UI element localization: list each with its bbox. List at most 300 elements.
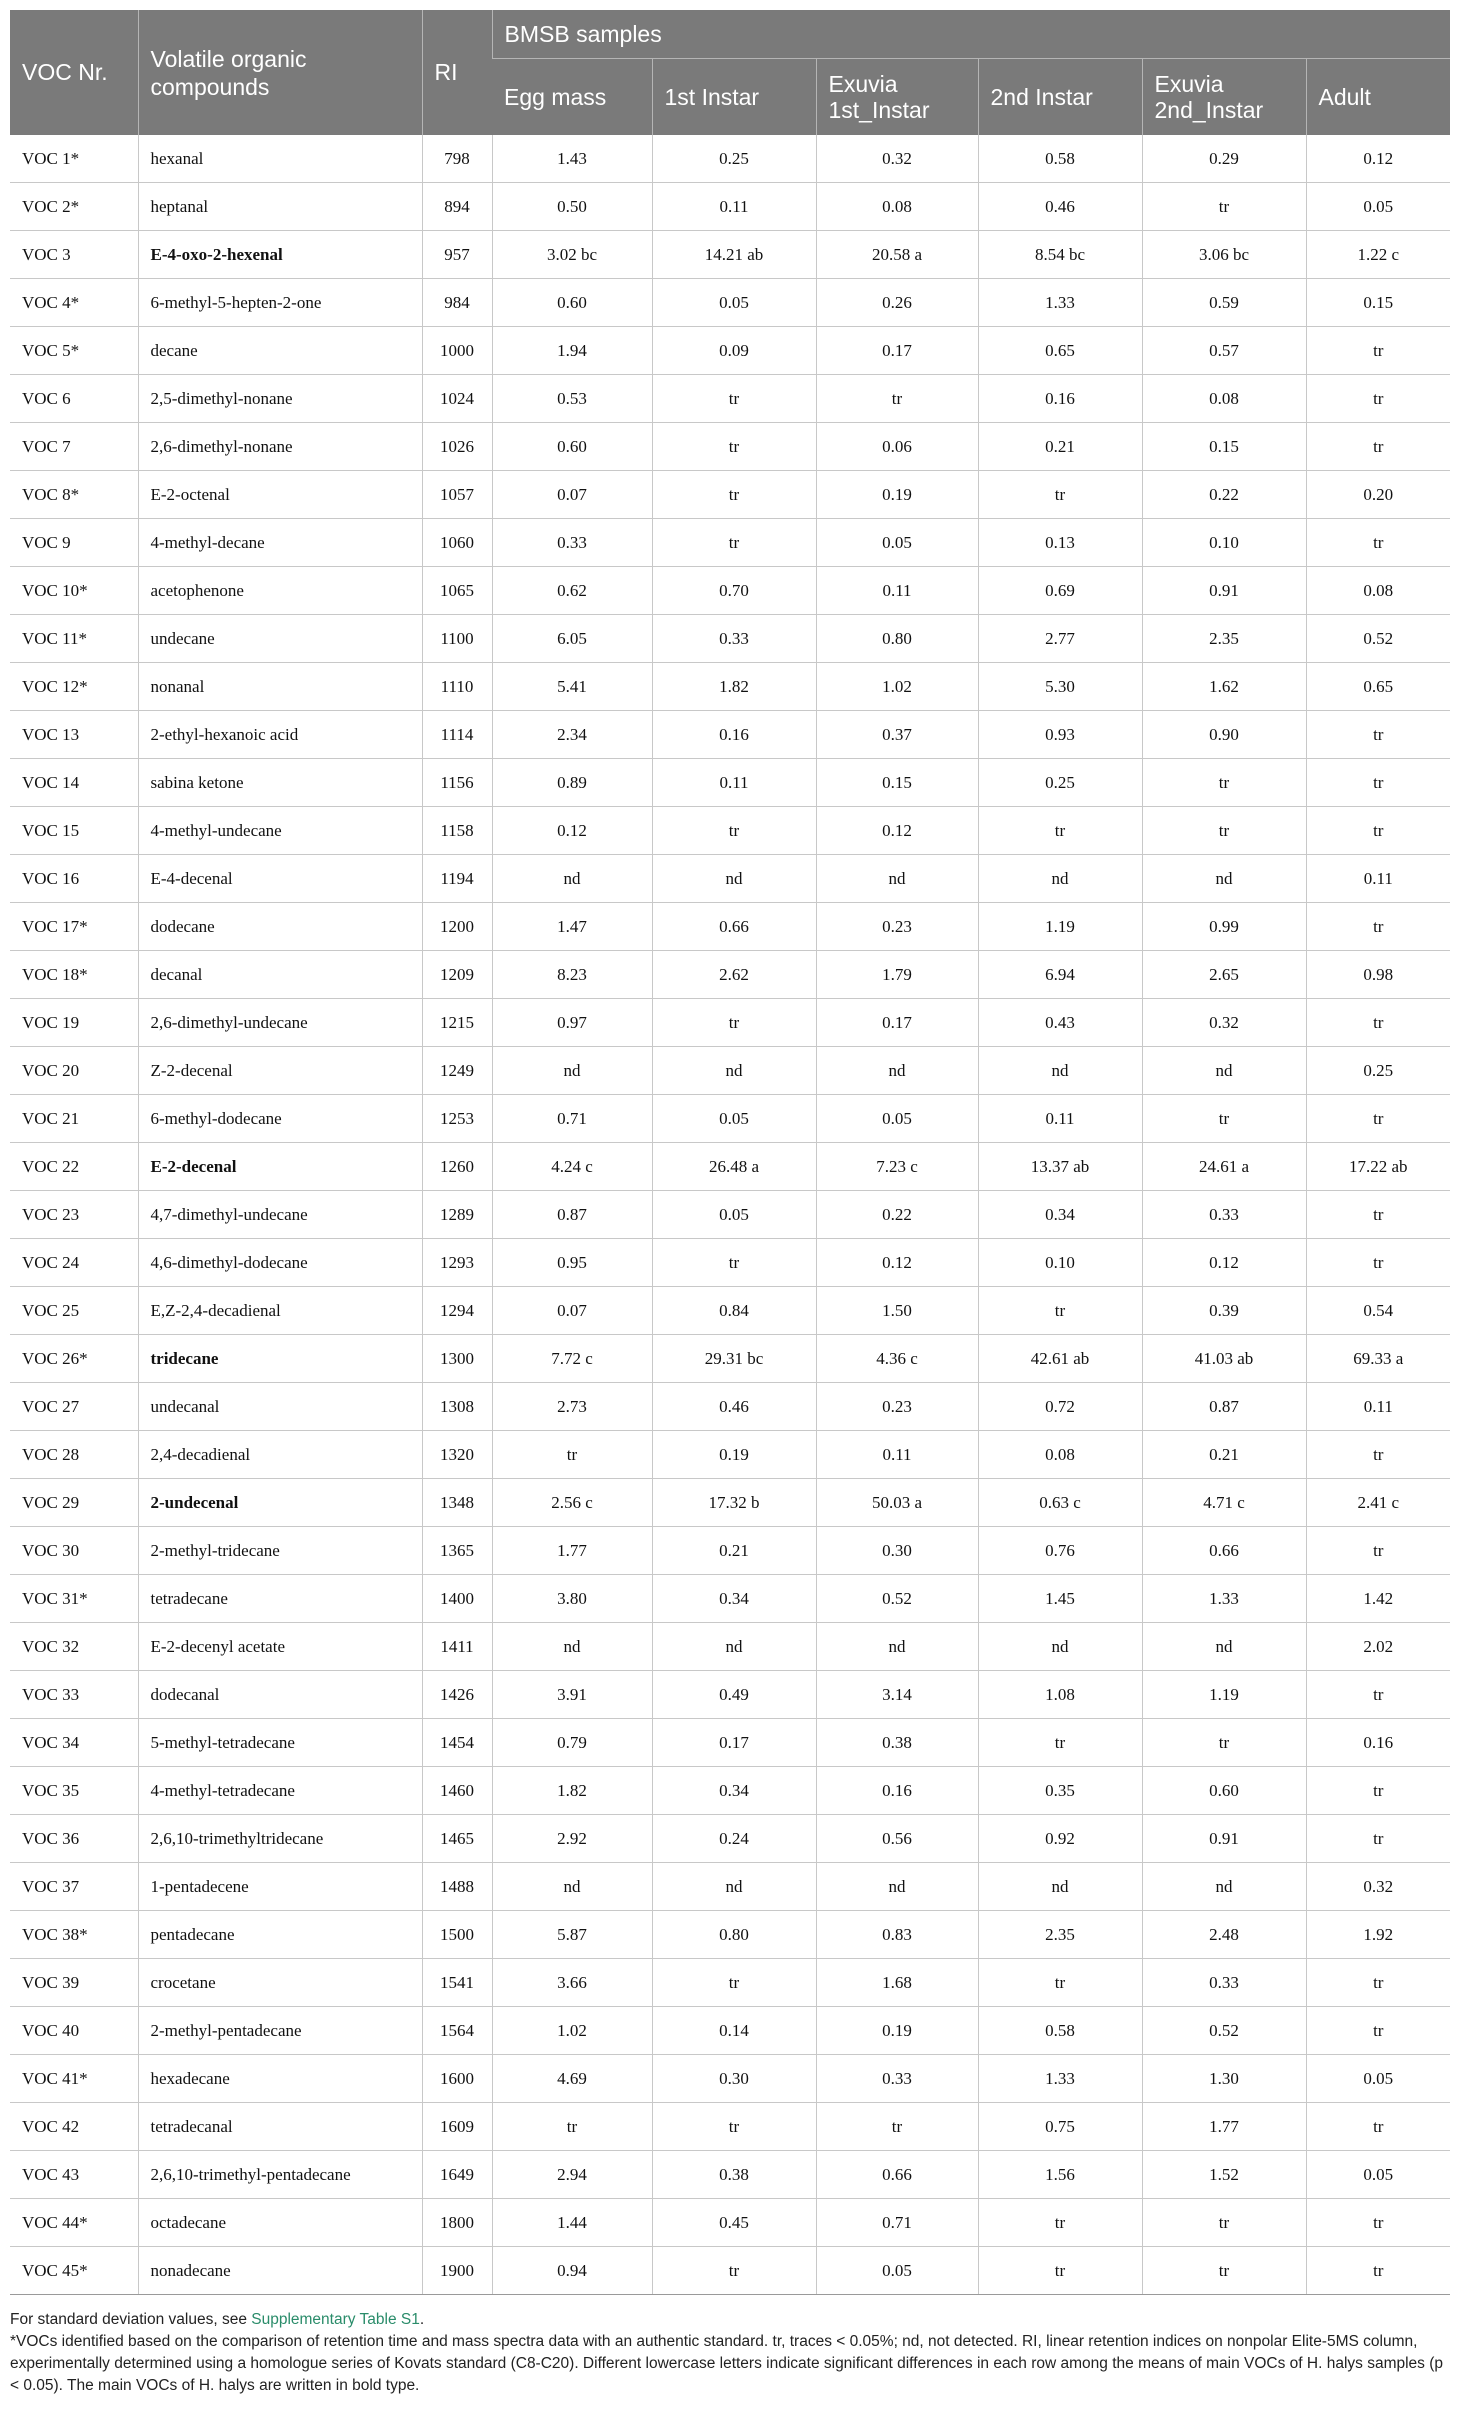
sample-value-cell: 0.25	[978, 759, 1142, 807]
ri-cell: 1253	[422, 1095, 492, 1143]
sample-value-cell: 0.05	[1306, 183, 1450, 231]
sample-value-cell: nd	[816, 1047, 978, 1095]
compound-name-cell: decane	[138, 327, 422, 375]
sample-value-cell: tr	[1142, 1095, 1306, 1143]
sample-value-cell: 3.66	[492, 1959, 652, 2007]
sample-value-cell: 0.05	[652, 1191, 816, 1239]
ri-cell: 1158	[422, 807, 492, 855]
sample-value-cell: tr	[1306, 711, 1450, 759]
compound-name-cell: 2-methyl-tridecane	[138, 1527, 422, 1575]
sample-value-cell: 7.23 c	[816, 1143, 978, 1191]
voc-number-cell: VOC 22	[10, 1143, 138, 1191]
sample-value-cell: 0.58	[978, 2007, 1142, 2055]
sample-value-cell: nd	[652, 1863, 816, 1911]
sample-value-cell: tr	[1306, 1191, 1450, 1239]
sample-value-cell: 0.12	[1142, 1239, 1306, 1287]
sample-value-cell: 0.25	[1306, 1047, 1450, 1095]
sample-value-cell: 0.52	[1306, 615, 1450, 663]
compound-name-cell: E-2-octenal	[138, 471, 422, 519]
voc-number-cell: VOC 21	[10, 1095, 138, 1143]
sample-value-cell: 0.72	[978, 1383, 1142, 1431]
table-header	[10, 10, 1450, 135]
sample-value-cell: 41.03 ab	[1142, 1335, 1306, 1383]
ri-cell: 1308	[422, 1383, 492, 1431]
table-row	[10, 567, 1450, 615]
voc-number-cell: VOC 33	[10, 1671, 138, 1719]
table-row	[10, 1479, 1450, 1527]
voc-number-cell: VOC 11*	[10, 615, 138, 663]
header-voc-nr: VOC Nr.	[10, 10, 138, 135]
sample-value-cell: 0.87	[492, 1191, 652, 1239]
sample-value-cell: 0.33	[1142, 1959, 1306, 2007]
ri-cell: 1060	[422, 519, 492, 567]
table-row	[10, 999, 1450, 1047]
compound-name-cell: acetophenone	[138, 567, 422, 615]
compound-name-cell: 4-methyl-tetradecane	[138, 1767, 422, 1815]
sample-value-cell: nd	[652, 1623, 816, 1671]
table-row	[10, 2007, 1450, 2055]
sample-value-cell: tr	[1306, 519, 1450, 567]
sample-value-cell: nd	[816, 855, 978, 903]
sample-value-cell: 0.16	[652, 711, 816, 759]
voc-number-cell: VOC 44*	[10, 2199, 138, 2247]
compound-name-cell: 2,6,10-trimethyltridecane	[138, 1815, 422, 1863]
sample-value-cell: 0.65	[1306, 663, 1450, 711]
sample-value-cell: tr	[1142, 2247, 1306, 2295]
sample-value-cell: 0.11	[1306, 855, 1450, 903]
sample-value-cell: 0.50	[492, 183, 652, 231]
sample-value-cell: 0.16	[978, 375, 1142, 423]
table-row	[10, 2247, 1450, 2295]
sample-value-cell: 0.11	[816, 567, 978, 615]
voc-number-cell: VOC 19	[10, 999, 138, 1047]
sample-value-cell: 0.59	[1142, 279, 1306, 327]
sample-value-cell: tr	[1306, 375, 1450, 423]
sample-value-cell: tr	[1142, 759, 1306, 807]
sample-value-cell: 4.24 c	[492, 1143, 652, 1191]
sample-value-cell: tr	[652, 519, 816, 567]
sample-value-cell: 4.36 c	[816, 1335, 978, 1383]
footnote-sd-prefix: For standard deviation values, see	[10, 2311, 252, 2328]
sample-value-cell: 2.65	[1142, 951, 1306, 999]
voc-number-cell: VOC 41*	[10, 2055, 138, 2103]
voc-number-cell: VOC 15	[10, 807, 138, 855]
sample-value-cell: nd	[492, 855, 652, 903]
sample-value-cell: 6.94	[978, 951, 1142, 999]
sample-value-cell: nd	[978, 855, 1142, 903]
sample-value-cell: nd	[978, 1863, 1142, 1911]
header-compound: Volatile organic compounds	[138, 10, 422, 135]
sample-value-cell: 0.30	[816, 1527, 978, 1575]
compound-name-cell: E-2-decenal	[138, 1143, 422, 1191]
sample-value-cell: 1.47	[492, 903, 652, 951]
table-row	[10, 1623, 1450, 1671]
table-row	[10, 1143, 1450, 1191]
compound-name-cell: tetradecane	[138, 1575, 422, 1623]
sample-value-cell: tr	[1306, 2103, 1450, 2151]
table-row	[10, 1287, 1450, 1335]
table-row	[10, 423, 1450, 471]
voc-number-cell: VOC 16	[10, 855, 138, 903]
sample-value-cell: tr	[1306, 1095, 1450, 1143]
sample-value-cell: 0.17	[652, 1719, 816, 1767]
ri-cell: 1564	[422, 2007, 492, 2055]
sample-value-cell: tr	[1306, 999, 1450, 1047]
sample-value-cell: 0.23	[816, 903, 978, 951]
sample-value-cell: 0.13	[978, 519, 1142, 567]
voc-number-cell: VOC 7	[10, 423, 138, 471]
table-row	[10, 1911, 1450, 1959]
compound-name-cell: 2,6-dimethyl-nonane	[138, 423, 422, 471]
sample-value-cell: 0.08	[816, 183, 978, 231]
sample-value-cell: 1.02	[816, 663, 978, 711]
sample-value-cell: 1.33	[978, 2055, 1142, 2103]
sample-value-cell: 8.54 bc	[978, 231, 1142, 279]
table-row	[10, 327, 1450, 375]
compound-name-cell: sabina ketone	[138, 759, 422, 807]
voc-number-cell: VOC 3	[10, 231, 138, 279]
sample-value-cell: tr	[652, 2103, 816, 2151]
sample-value-cell: nd	[492, 1863, 652, 1911]
sample-value-cell: 0.34	[652, 1767, 816, 1815]
compound-name-cell: 6-methyl-dodecane	[138, 1095, 422, 1143]
sample-value-cell: 8.23	[492, 951, 652, 999]
table-row	[10, 2103, 1450, 2151]
sample-value-cell: 2.35	[1142, 615, 1306, 663]
sample-value-cell: tr	[652, 471, 816, 519]
sample-value-cell: tr	[492, 2103, 652, 2151]
sample-value-cell: 0.24	[652, 1815, 816, 1863]
sample-value-cell: nd	[652, 1047, 816, 1095]
voc-number-cell: VOC 6	[10, 375, 138, 423]
sample-value-cell: 0.92	[978, 1815, 1142, 1863]
compound-name-cell: Z-2-decenal	[138, 1047, 422, 1095]
sample-value-cell: 0.07	[492, 471, 652, 519]
voc-number-cell: VOC 9	[10, 519, 138, 567]
sample-value-cell: 0.46	[652, 1383, 816, 1431]
sample-value-cell: 0.83	[816, 1911, 978, 1959]
sample-value-cell: 0.11	[652, 183, 816, 231]
table-row	[10, 231, 1450, 279]
ri-cell: 1200	[422, 903, 492, 951]
header-sample: Adult	[1306, 59, 1450, 136]
sample-value-cell: 0.23	[816, 1383, 978, 1431]
compound-name-cell: octadecane	[138, 2199, 422, 2247]
sample-value-cell: 24.61 a	[1142, 1143, 1306, 1191]
table-footnotes	[10, 2309, 1450, 2397]
sample-value-cell: 0.33	[492, 519, 652, 567]
ri-cell: 1156	[422, 759, 492, 807]
sample-value-cell: 0.11	[652, 759, 816, 807]
sample-value-cell: 5.87	[492, 1911, 652, 1959]
compound-name-cell: 2-undecenal	[138, 1479, 422, 1527]
sample-value-cell: 1.77	[1142, 2103, 1306, 2151]
sample-value-cell: 3.06 bc	[1142, 231, 1306, 279]
sample-value-cell: 1.79	[816, 951, 978, 999]
sample-value-cell: 29.31 bc	[652, 1335, 816, 1383]
sample-value-cell: 2.73	[492, 1383, 652, 1431]
sample-value-cell: 0.32	[1306, 1863, 1450, 1911]
sample-value-cell: 0.08	[978, 1431, 1142, 1479]
ri-cell: 1348	[422, 1479, 492, 1527]
sample-value-cell: 0.54	[1306, 1287, 1450, 1335]
sample-value-cell: nd	[652, 855, 816, 903]
compound-name-cell: undecanal	[138, 1383, 422, 1431]
sample-value-cell: 0.57	[1142, 327, 1306, 375]
footnote-sd	[10, 2309, 1450, 2331]
sample-value-cell: 0.94	[492, 2247, 652, 2295]
sample-value-cell: 0.69	[978, 567, 1142, 615]
voc-number-cell: VOC 20	[10, 1047, 138, 1095]
compound-name-cell: 2,6,10-trimethyl-pentadecane	[138, 2151, 422, 2199]
ri-cell: 1465	[422, 1815, 492, 1863]
voc-number-cell: VOC 8*	[10, 471, 138, 519]
table-container	[10, 10, 1450, 2397]
table-row	[10, 1047, 1450, 1095]
ri-cell: 798	[422, 135, 492, 183]
sample-value-cell: 0.98	[1306, 951, 1450, 999]
ri-cell: 1411	[422, 1623, 492, 1671]
sample-value-cell: 2.34	[492, 711, 652, 759]
sample-value-cell: 0.66	[652, 903, 816, 951]
compound-name-cell: 2-methyl-pentadecane	[138, 2007, 422, 2055]
footnote-sd-suffix: .	[419, 2311, 425, 2328]
sample-value-cell: 0.19	[816, 471, 978, 519]
sample-value-cell: 0.32	[1142, 999, 1306, 1047]
voc-number-cell: VOC 26*	[10, 1335, 138, 1383]
sample-value-cell: 0.32	[816, 135, 978, 183]
voc-table	[10, 10, 1450, 2295]
sample-value-cell: tr	[978, 1287, 1142, 1335]
sample-value-cell: 17.22 ab	[1306, 1143, 1450, 1191]
sample-value-cell: 0.39	[1142, 1287, 1306, 1335]
sample-value-cell: 0.15	[1306, 279, 1450, 327]
table-row	[10, 615, 1450, 663]
sample-value-cell: 0.91	[1142, 1815, 1306, 1863]
sample-value-cell: 0.99	[1142, 903, 1306, 951]
sample-value-cell: 3.91	[492, 1671, 652, 1719]
sample-value-cell: 0.17	[816, 999, 978, 1047]
sample-value-cell: 2.56 c	[492, 1479, 652, 1527]
compound-name-cell: dodecane	[138, 903, 422, 951]
sample-value-cell: 0.19	[652, 1431, 816, 1479]
sample-value-cell: 0.12	[816, 1239, 978, 1287]
table-row	[10, 1815, 1450, 1863]
sample-value-cell: 0.16	[816, 1767, 978, 1815]
table-row	[10, 1863, 1450, 1911]
sample-value-cell: 0.07	[492, 1287, 652, 1335]
sample-value-cell: 1.44	[492, 2199, 652, 2247]
sample-value-cell: 1.19	[978, 903, 1142, 951]
voc-number-cell: VOC 39	[10, 1959, 138, 2007]
supplementary-table-link[interactable]: Supplementary Table S1	[251, 2311, 420, 2328]
sample-value-cell: 0.05	[652, 1095, 816, 1143]
sample-value-cell: 0.08	[1306, 567, 1450, 615]
ri-cell: 1900	[422, 2247, 492, 2295]
sample-value-cell: tr	[1306, 2007, 1450, 2055]
sample-value-cell: 0.17	[816, 327, 978, 375]
sample-value-cell: 0.15	[1142, 423, 1306, 471]
voc-number-cell: VOC 30	[10, 1527, 138, 1575]
sample-value-cell: 0.87	[1142, 1383, 1306, 1431]
sample-value-cell: 3.02 bc	[492, 231, 652, 279]
sample-value-cell: 0.95	[492, 1239, 652, 1287]
voc-number-cell: VOC 42	[10, 2103, 138, 2151]
sample-value-cell: 0.60	[1142, 1767, 1306, 1815]
sample-value-cell: 7.72 c	[492, 1335, 652, 1383]
sample-value-cell: 0.26	[816, 279, 978, 327]
header-sample: Exuvia 1st_Instar	[816, 59, 978, 136]
sample-value-cell: nd	[978, 1047, 1142, 1095]
sample-value-cell: 0.45	[652, 2199, 816, 2247]
sample-value-cell: 2.94	[492, 2151, 652, 2199]
sample-value-cell: 0.06	[816, 423, 978, 471]
sample-value-cell: 0.37	[816, 711, 978, 759]
compound-name-cell: hexadecane	[138, 2055, 422, 2103]
sample-value-cell: tr	[978, 2247, 1142, 2295]
table-body	[10, 135, 1450, 2295]
compound-name-cell: hexanal	[138, 135, 422, 183]
ri-cell: 1541	[422, 1959, 492, 2007]
sample-value-cell: 0.38	[652, 2151, 816, 2199]
table-row	[10, 1767, 1450, 1815]
compound-name-cell: 4-methyl-decane	[138, 519, 422, 567]
sample-value-cell: tr	[1142, 807, 1306, 855]
voc-number-cell: VOC 38*	[10, 1911, 138, 1959]
voc-number-cell: VOC 45*	[10, 2247, 138, 2295]
ri-cell: 1488	[422, 1863, 492, 1911]
sample-value-cell: 1.43	[492, 135, 652, 183]
voc-number-cell: VOC 10*	[10, 567, 138, 615]
sample-value-cell: 69.33 a	[1306, 1335, 1450, 1383]
compound-name-cell: E-4-decenal	[138, 855, 422, 903]
voc-number-cell: VOC 40	[10, 2007, 138, 2055]
compound-name-cell: 6-methyl-5-hepten-2-one	[138, 279, 422, 327]
sample-value-cell: 50.03 a	[816, 1479, 978, 1527]
sample-value-cell: 0.16	[1306, 1719, 1450, 1767]
ri-cell: 1649	[422, 2151, 492, 2199]
sample-value-cell: 0.14	[652, 2007, 816, 2055]
sample-value-cell: 0.10	[978, 1239, 1142, 1287]
ri-cell: 1215	[422, 999, 492, 1047]
sample-value-cell: 0.80	[816, 615, 978, 663]
voc-number-cell: VOC 14	[10, 759, 138, 807]
sample-value-cell: nd	[492, 1047, 652, 1095]
sample-value-cell: 1.77	[492, 1527, 652, 1575]
sample-value-cell: 1.02	[492, 2007, 652, 2055]
voc-number-cell: VOC 37	[10, 1863, 138, 1911]
sample-value-cell: 0.08	[1142, 375, 1306, 423]
sample-value-cell: 0.66	[1142, 1527, 1306, 1575]
ri-cell: 1057	[422, 471, 492, 519]
ri-cell: 1294	[422, 1287, 492, 1335]
sample-value-cell: tr	[652, 423, 816, 471]
table-row	[10, 951, 1450, 999]
sample-value-cell: 0.15	[816, 759, 978, 807]
ri-cell: 1026	[422, 423, 492, 471]
sample-value-cell: 1.68	[816, 1959, 978, 2007]
sample-value-cell: 0.21	[1142, 1431, 1306, 1479]
sample-value-cell: 1.50	[816, 1287, 978, 1335]
sample-value-cell: tr	[978, 807, 1142, 855]
voc-number-cell: VOC 32	[10, 1623, 138, 1671]
table-row	[10, 2055, 1450, 2103]
sample-value-cell: tr	[492, 1431, 652, 1479]
compound-name-cell: 4,7-dimethyl-undecane	[138, 1191, 422, 1239]
voc-number-cell: VOC 4*	[10, 279, 138, 327]
sample-value-cell: 0.20	[1306, 471, 1450, 519]
table-row	[10, 1239, 1450, 1287]
sample-value-cell: 0.60	[492, 423, 652, 471]
table-row	[10, 2199, 1450, 2247]
sample-value-cell: 0.71	[816, 2199, 978, 2247]
table-row	[10, 135, 1450, 183]
sample-value-cell: 5.30	[978, 663, 1142, 711]
sample-value-cell: 1.92	[1306, 1911, 1450, 1959]
table-row	[10, 1719, 1450, 1767]
sample-value-cell: 0.11	[978, 1095, 1142, 1143]
sample-value-cell: 0.52	[816, 1575, 978, 1623]
sample-value-cell: tr	[1306, 1239, 1450, 1287]
ri-cell: 1000	[422, 327, 492, 375]
table-row	[10, 1335, 1450, 1383]
sample-value-cell: tr	[816, 375, 978, 423]
sample-value-cell: 0.35	[978, 1767, 1142, 1815]
sample-value-cell: 0.05	[816, 519, 978, 567]
ri-cell: 1110	[422, 663, 492, 711]
sample-value-cell: nd	[1142, 1623, 1306, 1671]
sample-value-cell: 0.12	[816, 807, 978, 855]
ri-cell: 1100	[422, 615, 492, 663]
header-sample: Egg mass	[492, 59, 652, 136]
sample-value-cell: 2.92	[492, 1815, 652, 1863]
sample-value-cell: 0.33	[652, 615, 816, 663]
compound-name-cell: dodecanal	[138, 1671, 422, 1719]
sample-value-cell: 1.30	[1142, 2055, 1306, 2103]
compound-name-cell: 2,5-dimethyl-nonane	[138, 375, 422, 423]
ri-cell: 1320	[422, 1431, 492, 1479]
sample-value-cell: 5.41	[492, 663, 652, 711]
sample-value-cell: 0.66	[816, 2151, 978, 2199]
ri-cell: 1454	[422, 1719, 492, 1767]
sample-value-cell: tr	[1306, 423, 1450, 471]
sample-value-cell: tr	[1142, 2199, 1306, 2247]
sample-value-cell: 2.77	[978, 615, 1142, 663]
sample-value-cell: nd	[1142, 1047, 1306, 1095]
ri-cell: 957	[422, 231, 492, 279]
ri-cell: 1800	[422, 2199, 492, 2247]
voc-number-cell: VOC 31*	[10, 1575, 138, 1623]
sample-value-cell: 0.22	[1142, 471, 1306, 519]
sample-value-cell: 1.08	[978, 1671, 1142, 1719]
header-bmsb-samples: BMSB samples	[492, 10, 1450, 59]
sample-value-cell: tr	[1306, 1431, 1450, 1479]
compound-name-cell: tridecane	[138, 1335, 422, 1383]
sample-value-cell: 1.94	[492, 327, 652, 375]
sample-value-cell: 0.79	[492, 1719, 652, 1767]
table-row	[10, 375, 1450, 423]
ri-cell: 1260	[422, 1143, 492, 1191]
sample-value-cell: 0.58	[978, 135, 1142, 183]
sample-value-cell: 0.43	[978, 999, 1142, 1047]
voc-number-cell: VOC 35	[10, 1767, 138, 1815]
sample-value-cell: 4.71 c	[1142, 1479, 1306, 1527]
sample-value-cell: tr	[1306, 2247, 1450, 2295]
sample-value-cell: 0.34	[652, 1575, 816, 1623]
table-row	[10, 855, 1450, 903]
sample-value-cell: 0.10	[1142, 519, 1306, 567]
ri-cell: 894	[422, 183, 492, 231]
